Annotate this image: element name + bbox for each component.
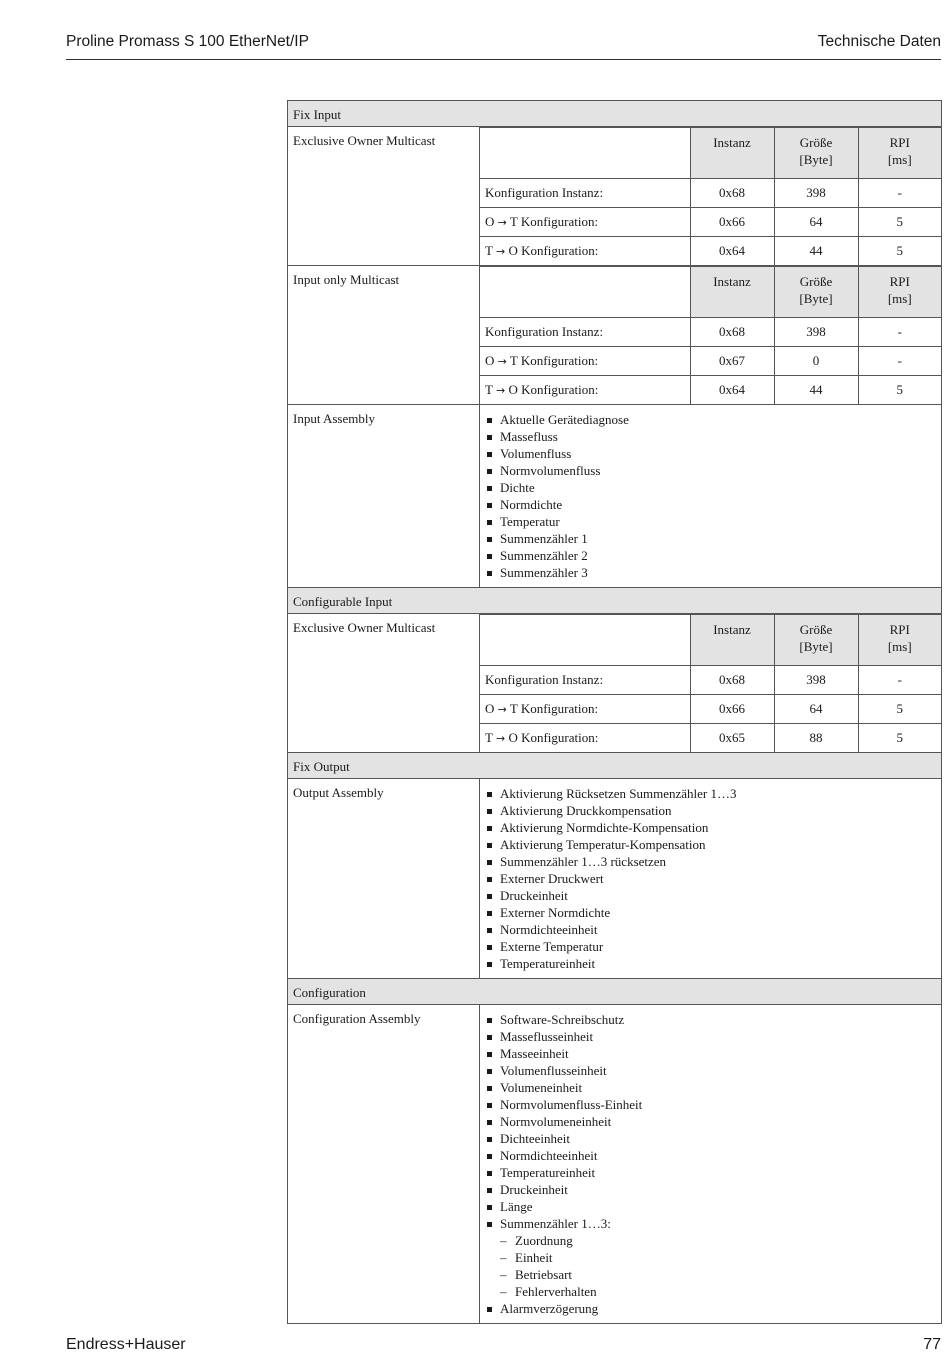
bullet-icon (487, 1086, 492, 1091)
sub-list-item-text: Zuordnung (515, 1233, 573, 1248)
bullet-icon (487, 503, 492, 508)
groesse-header (774, 615, 858, 666)
section-title: Fix Output (288, 753, 942, 779)
bullet-icon (487, 452, 492, 457)
list-item (485, 904, 936, 921)
connection-table (480, 266, 941, 404)
config-row (480, 666, 941, 695)
direction-from: T (485, 382, 493, 397)
rpi-unit: [ms] (887, 152, 912, 167)
rpi-value: 5 (858, 376, 941, 405)
direction-to: T Konfiguration: (509, 353, 599, 368)
list-item-text: Normdichte (500, 497, 563, 512)
bullet-list (480, 405, 941, 587)
rpi-label: RPI (889, 622, 910, 637)
direction-from: O (485, 701, 495, 716)
empty-header-cell (480, 615, 690, 666)
bullet-icon (487, 435, 492, 440)
groesse-unit: [Byte] (799, 639, 833, 654)
list-item (485, 1215, 936, 1232)
config-name (480, 208, 690, 237)
list-item-text: Alarmverzögerung (500, 1301, 599, 1316)
groesse-value: 398 (774, 318, 858, 347)
list-item-text: Volumenflusseinheit (500, 1063, 607, 1078)
list-item (485, 1028, 936, 1045)
list-item (485, 1130, 936, 1147)
bullet-list (480, 779, 941, 978)
bullet-icon (487, 843, 492, 848)
groesse-label: Größe (799, 135, 833, 150)
dash-icon: – (500, 1284, 507, 1299)
list-item-text: Externer Normdichte (500, 905, 611, 920)
bullet-icon (487, 1154, 492, 1159)
list-item-text: Normdichteeinheit (500, 1148, 598, 1163)
bullet-icon (487, 1120, 492, 1125)
list-item-text: Software-Schreibschutz (500, 1012, 625, 1027)
assembly-label: Output Assembly (288, 779, 480, 979)
list-item (485, 853, 936, 870)
config-name (480, 695, 690, 724)
empty-header-cell (480, 267, 690, 318)
page-number: 77 (923, 1336, 941, 1353)
instanz-value: 0x66 (690, 695, 774, 724)
connection-label: Exclusive Owner Multicast (288, 127, 480, 266)
list-item-text: Aktuelle Gerätediagnose (500, 412, 629, 427)
config-name: Konfiguration Instanz: (480, 179, 690, 208)
list-item-text: Normvolumeneinheit (500, 1114, 612, 1129)
dash-icon: – (500, 1233, 507, 1248)
bullet-icon (487, 486, 492, 491)
list-item (485, 564, 936, 581)
list-item-text: Länge (500, 1199, 533, 1214)
config-row (480, 318, 941, 347)
bullet-icon (487, 945, 492, 950)
direction-to: O Konfiguration: (508, 382, 599, 397)
groesse-value: 44 (774, 237, 858, 266)
config-name: Konfiguration Instanz: (480, 666, 690, 695)
sub-list-item (485, 1232, 936, 1249)
list-item (485, 955, 936, 972)
bullet-icon (487, 1035, 492, 1040)
rpi-unit: [ms] (887, 291, 912, 306)
bullet-icon (487, 877, 492, 882)
list-item-text: Summenzähler 1…3 rücksetzen (500, 854, 667, 869)
bullet-icon (487, 826, 492, 831)
connection-details (480, 266, 942, 405)
list-item-text: Externer Druckwert (500, 871, 604, 886)
instanz-header: Instanz (690, 267, 774, 318)
config-row (480, 376, 941, 405)
groesse-value: 398 (774, 666, 858, 695)
list-item (485, 479, 936, 496)
connection-label: Exclusive Owner Multicast (288, 614, 480, 753)
list-item-text: Normvolumenfluss-Einheit (500, 1097, 643, 1112)
connection-details (480, 127, 942, 266)
arrow-icon: → (495, 732, 506, 745)
config-row (480, 695, 941, 724)
config-name (480, 237, 690, 266)
bullet-icon (487, 469, 492, 474)
connection-table (480, 614, 941, 752)
direction-to: O Konfiguration: (508, 243, 599, 258)
page-header (66, 33, 941, 60)
list-item (485, 1096, 936, 1113)
section-title: Fix Input (288, 101, 942, 127)
column-header-row (480, 615, 941, 666)
groesse-header (774, 128, 858, 179)
rpi-value: 5 (858, 724, 941, 753)
list-item (485, 921, 936, 938)
rpi-label: RPI (889, 135, 910, 150)
bullet-icon (487, 1103, 492, 1108)
rpi-value: - (858, 347, 941, 376)
section-header-row (288, 979, 942, 1005)
bullet-icon (487, 1222, 492, 1227)
instanz-header: Instanz (690, 615, 774, 666)
list-item (485, 530, 936, 547)
connection-label: Input only Multicast (288, 266, 480, 405)
bullet-icon (487, 1137, 492, 1142)
sub-list-item-text: Betriebsart (515, 1267, 573, 1282)
connection-details (480, 614, 942, 753)
list-item-text: Aktivierung Druckkompensation (500, 803, 672, 818)
config-row (480, 347, 941, 376)
direction-to: O Konfiguration: (508, 730, 599, 745)
list-item (485, 819, 936, 836)
section-header-row (288, 753, 942, 779)
list-item-text: Summenzähler 3 (500, 565, 588, 580)
list-item-text: Masseflusseinheit (500, 1029, 594, 1044)
config-row (480, 237, 941, 266)
bullet-icon (487, 418, 492, 423)
rpi-value: - (858, 318, 941, 347)
instanz-value: 0x68 (690, 666, 774, 695)
bullet-icon (487, 928, 492, 933)
list-item-text: Normvolumenfluss (500, 463, 601, 478)
list-item-text: Aktivierung Rücksetzen Summenzähler 1…3 (500, 786, 737, 801)
direction-from: O (485, 214, 495, 229)
list-item (485, 1045, 936, 1062)
bullet-icon (487, 792, 492, 797)
list-item-text: Druckeinheit (500, 1182, 568, 1197)
bullet-icon (487, 1171, 492, 1176)
list-item (485, 1062, 936, 1079)
direction-from: T (485, 730, 493, 745)
sub-list-item (485, 1283, 936, 1300)
sub-list-item (485, 1249, 936, 1266)
groesse-value: 398 (774, 179, 858, 208)
list-item (485, 1198, 936, 1215)
groesse-unit: [Byte] (799, 291, 833, 306)
assembly-label: Input Assembly (288, 405, 480, 588)
header-product-title: Proline Promass S 100 EtherNet/IP (66, 33, 309, 50)
list-item (485, 1164, 936, 1181)
dash-icon: – (500, 1250, 507, 1265)
list-item-text: Druckeinheit (500, 888, 568, 903)
sub-list-item-text: Fehlerverhalten (515, 1284, 597, 1299)
rpi-value: 5 (858, 208, 941, 237)
connection-row (288, 127, 942, 266)
connection-table (480, 127, 941, 265)
list-item (485, 1079, 936, 1096)
bullet-icon (487, 1188, 492, 1193)
bullet-icon (487, 962, 492, 967)
rpi-value: 5 (858, 695, 941, 724)
list-item-text: Summenzähler 1…3: (500, 1216, 611, 1231)
rpi-header (858, 128, 941, 179)
connection-row (288, 614, 942, 753)
list-item-text: Summenzähler 1 (500, 531, 588, 546)
bullet-icon (487, 537, 492, 542)
bullet-icon (487, 1069, 492, 1074)
config-name (480, 376, 690, 405)
direction-to: T Konfiguration: (509, 214, 599, 229)
bullet-list (480, 1005, 941, 1323)
instanz-value: 0x65 (690, 724, 774, 753)
list-item (485, 1147, 936, 1164)
bullet-icon (487, 894, 492, 899)
list-item (485, 513, 936, 530)
dash-icon: – (500, 1267, 507, 1282)
instanz-value: 0x66 (690, 208, 774, 237)
direction-from: O (485, 353, 495, 368)
list-item-text: Summenzähler 2 (500, 548, 588, 563)
assembly-row (288, 405, 942, 588)
instanz-value: 0x67 (690, 347, 774, 376)
rpi-unit: [ms] (887, 639, 912, 654)
rpi-header (858, 615, 941, 666)
section-title: Configurable Input (288, 588, 942, 614)
assembly-items (480, 1005, 942, 1324)
assembly-label: Configuration Assembly (288, 1005, 480, 1324)
instanz-value: 0x68 (690, 318, 774, 347)
config-name (480, 724, 690, 753)
assembly-row (288, 779, 942, 979)
groesse-header (774, 267, 858, 318)
bullet-icon (487, 1205, 492, 1210)
groesse-value: 44 (774, 376, 858, 405)
list-item-text: Volumeneinheit (500, 1080, 583, 1095)
rpi-value: 5 (858, 237, 941, 266)
list-item-text: Normdichteeinheit (500, 922, 598, 937)
sub-list-item (485, 1266, 936, 1283)
list-item (485, 887, 936, 904)
bullet-icon (487, 571, 492, 576)
rpi-label: RPI (889, 274, 910, 289)
arrow-icon: → (495, 384, 506, 397)
bullet-icon (487, 520, 492, 525)
list-item-text: Masseeinheit (500, 1046, 569, 1061)
list-item (485, 836, 936, 853)
instanz-header: Instanz (690, 128, 774, 179)
list-item-text: Temperatur (500, 514, 560, 529)
column-header-row (480, 128, 941, 179)
direction-to: T Konfiguration: (509, 701, 599, 716)
list-item-text: Aktivierung Normdichte-Kompensation (500, 820, 709, 835)
column-header-row (480, 267, 941, 318)
config-row (480, 208, 941, 237)
groesse-value: 0 (774, 347, 858, 376)
list-item-text: Externe Temperatur (500, 939, 604, 954)
assembly-row (288, 1005, 942, 1324)
rpi-header (858, 267, 941, 318)
instanz-value: 0x64 (690, 237, 774, 266)
groesse-value: 64 (774, 695, 858, 724)
list-item (485, 938, 936, 955)
list-item-text: Temperatureinheit (500, 1165, 596, 1180)
groesse-value: 64 (774, 208, 858, 237)
list-item (485, 1300, 936, 1317)
config-name: Konfiguration Instanz: (480, 318, 690, 347)
direction-from: T (485, 243, 493, 258)
list-item (485, 1011, 936, 1028)
assembly-items (480, 779, 942, 979)
config-row (480, 179, 941, 208)
bullet-icon (487, 911, 492, 916)
list-item (485, 411, 936, 428)
list-item (485, 1113, 936, 1130)
header-chapter-title: Technische Daten (817, 33, 941, 50)
section-header-row (288, 101, 942, 127)
footer-company: Endress+Hauser (66, 1336, 186, 1353)
bullet-icon (487, 809, 492, 814)
list-item (485, 462, 936, 479)
groesse-unit: [Byte] (799, 152, 833, 167)
config-name (480, 347, 690, 376)
list-item (485, 547, 936, 564)
sub-list-item-text: Einheit (515, 1250, 553, 1265)
arrow-icon: → (495, 245, 506, 258)
groesse-label: Größe (799, 274, 833, 289)
list-item-text: Massefluss (500, 429, 558, 444)
section-header-row (288, 588, 942, 614)
arrow-icon: → (497, 216, 507, 229)
list-item (485, 1181, 936, 1198)
list-item-text: Aktivierung Temperatur-Kompensation (500, 837, 706, 852)
list-item-text: Dichte (500, 480, 535, 495)
groesse-label: Größe (799, 622, 833, 637)
list-item (485, 445, 936, 462)
config-row (480, 724, 941, 753)
rpi-value: - (858, 179, 941, 208)
list-item (485, 785, 936, 802)
connection-row (288, 266, 942, 405)
section-title: Configuration (288, 979, 942, 1005)
instanz-value: 0x64 (690, 376, 774, 405)
technical-data-table (287, 100, 942, 1324)
bullet-icon (487, 554, 492, 559)
bullet-icon (487, 860, 492, 865)
bullet-icon (487, 1018, 492, 1023)
list-item-text: Dichteeinheit (500, 1131, 571, 1146)
list-item (485, 496, 936, 513)
list-item (485, 870, 936, 887)
list-item (485, 428, 936, 445)
empty-header-cell (480, 128, 690, 179)
assembly-items (480, 405, 942, 588)
list-item-text: Temperatureinheit (500, 956, 596, 971)
rpi-value: - (858, 666, 941, 695)
arrow-icon: → (497, 703, 507, 716)
instanz-value: 0x68 (690, 179, 774, 208)
list-item (485, 802, 936, 819)
bullet-icon (487, 1307, 492, 1312)
groesse-value: 88 (774, 724, 858, 753)
arrow-icon: → (497, 355, 507, 368)
list-item-text: Volumenfluss (500, 446, 572, 461)
bullet-icon (487, 1052, 492, 1057)
